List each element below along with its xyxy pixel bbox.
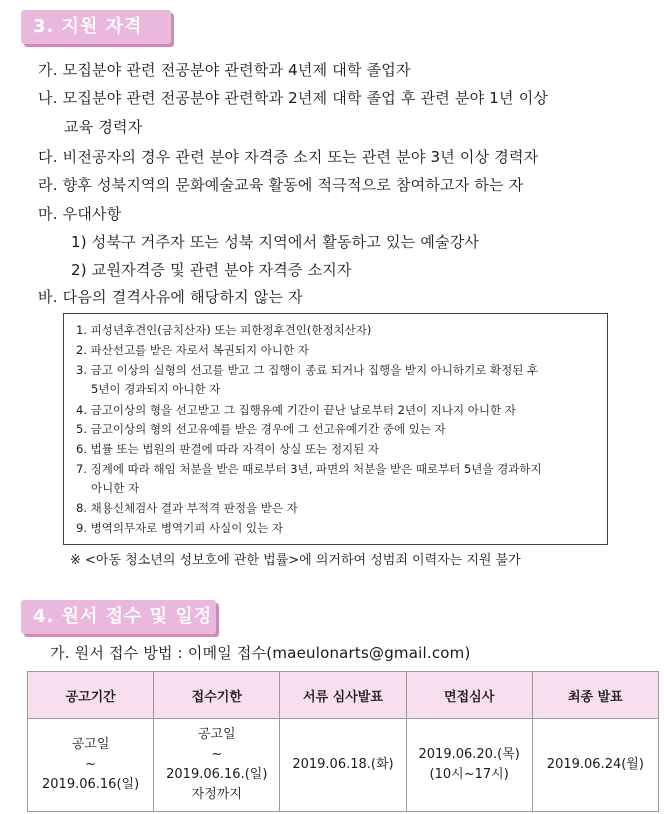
qualification-item-na-cont: 교육 경력자 [64,118,143,136]
table-header-cell: 면접심사 [406,672,532,719]
preference-item-1: 1) 성북구 거주자 또는 성북 지역에서 활동하고 있는 예술강사 [71,233,480,251]
disqualification-item: 7. 징계에 따라 해임 처분을 받은 때로부터 3년, 파면의 처분을 받은 때로부터 5년을 경과하지 [76,462,542,476]
disqualification-box [63,313,608,545]
table-cell: 공고일 ~ 2019.06.16.(일) 자정까지 [154,719,280,812]
table-header-cell: 서류 심사발표 [280,672,406,719]
preference-item-2: 2) 교원자격증 및 관련 분야 자격증 소지자 [71,261,352,279]
schedule-table [27,671,659,812]
qualification-item-da: 다. 비전공자의 경우 관련 분야 자격증 소지 또는 관련 분야 3년 이상 경력자 [38,148,539,166]
disqualification-item: 4. 금고이상의 형을 선고받고 그 집행유예 기간이 끝난 날로부터 2년이 지나지 아니한 자 [76,403,516,417]
disqualification-item: 1. 피성년후견인(금치산자) 또는 피한정후견인(한정치산자) [76,323,372,337]
section-3-heading: 3. 지원 자격 [21,10,171,44]
section-4-heading: 4. 원서 접수 및 일정 [21,600,216,634]
qualification-item-ra: 라. 향후 성북지역의 문화예술교육 활동에 적극적으로 참여하고자 하는 자 [38,176,524,194]
table-header-cell: 공고기간 [28,672,154,719]
qualification-item-ma: 마. 우대사항 [38,205,122,223]
table-header-cell: 접수기한 [154,672,280,719]
disqualification-item: 8. 채용신체검사 결과 부적격 판정을 받은 자 [76,501,298,515]
disqualification-item: 5. 금고이상의 형의 선고유예를 받은 경우에 그 선고유예기간 중에 있는 자 [76,422,446,436]
application-method: 가. 원서 접수 방법 : 이메일 접수(maeulonarts@gmail.com) [50,644,471,662]
table-cell: 2019.06.20.(목) (10시~17시) [406,719,532,812]
disqualification-heading: 바. 다음의 결격사유에 해당하지 않는 자 [38,288,303,306]
disqualification-item: 6. 법률 또는 법원의 판결에 따라 자격이 상실 또는 정지된 자 [76,442,380,456]
disqualification-item: 2. 파산선고를 받은 자로서 복권되지 아니한 자 [76,343,309,357]
disqualification-item-cont: 아니한 자 [91,481,140,495]
table-cell: 2019.06.18.(화) [280,719,406,812]
qualification-item-na: 나. 모집분야 관련 전공분야 관련학과 2년제 대학 졸업 후 관련 분야 1년 이상 [38,89,549,107]
disqualification-item-cont: 5년이 경과되지 아니한 자 [91,382,221,396]
table-header-cell: 최종 발표 [532,672,658,719]
table-cell: 공고일 ~ 2019.06.16(일) [28,719,154,812]
table-row [28,719,659,812]
disqualification-item: 9. 병역의무자로 병역기피 사실이 있는 자 [76,521,283,535]
qualification-item-ga: 가. 모집분야 관련 전공분야 관련학과 4년제 대학 졸업자 [38,61,411,79]
disqualification-item: 3. 금고 이상의 실형의 선고를 받고 그 집행이 종료 되거나 집행을 받지 아니하기로 확정된 후 [76,363,539,377]
table-cell: 2019.06.24(월) [532,719,658,812]
legal-note: ※ <아동 청소년의 성보호에 관한 법률>에 의거하여 성범죄 이력자는 지원 불가 [70,553,521,568]
table-header-row [28,672,659,719]
